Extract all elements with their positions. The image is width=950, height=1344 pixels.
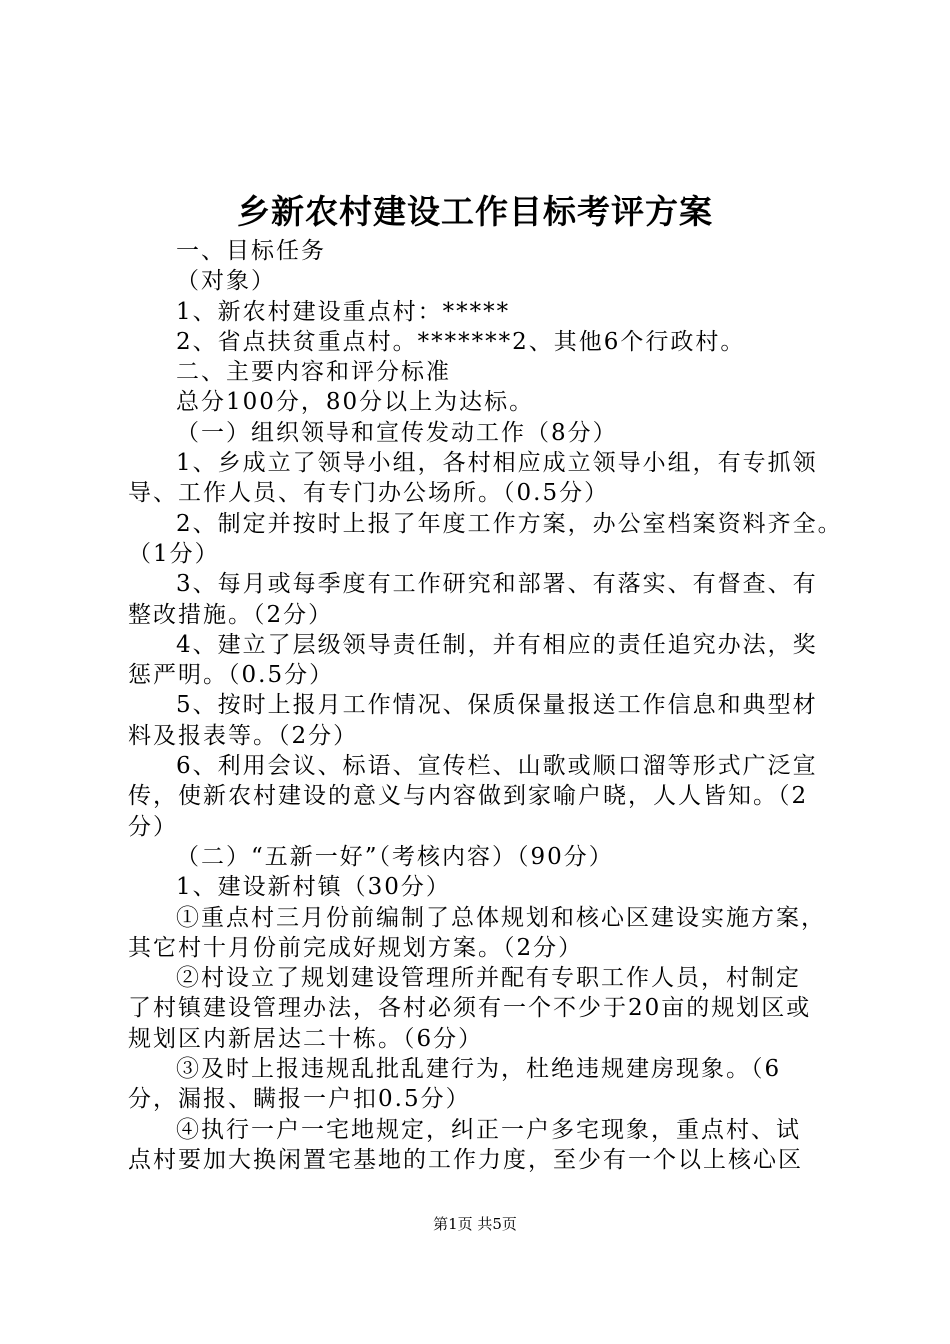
body-line: 了村镇建设管理办法，各村必须有一个不少于20亩的规划区或 <box>128 995 812 1022</box>
body-line: ②村设立了规划建设管理所并配有专职工作人员，村制定 <box>176 965 801 992</box>
body-line: 2、省点扶贫重点村。*******2、其他6个行政村。 <box>176 328 746 355</box>
body-line: 规划区内新居达二十栋。（6分） <box>128 1025 484 1052</box>
body-line: 4、建立了层级领导责任制，并有相应的责任追究办法，奖 <box>176 631 818 658</box>
body-line: ④执行一户一宅地规定，纠正一户多宅现象，重点村、试 <box>176 1116 801 1143</box>
body-line: 分） <box>128 813 178 840</box>
body-line: （1分） <box>128 540 220 567</box>
body-line: 料及报表等。（2分） <box>128 722 359 749</box>
body-line: 6、利用会议、标语、宣传栏、山歌或顺口溜等形式广泛宣 <box>176 753 818 780</box>
body-line: （对象） <box>176 268 276 295</box>
body-line: 5、按时上报月工作情况、保质保量报送工作信息和典型材 <box>176 692 818 719</box>
body-line: 1、乡成立了领导小组，各村相应成立领导小组，有专抓领 <box>176 450 818 477</box>
body-line: 3、每月或每季度有工作研究和部署、有落实、有督查、有 <box>176 571 818 598</box>
body-line: 点村要加大换闲置宅基地的工作力度，至少有一个以上核心区 <box>128 1146 803 1173</box>
body-line: 整改措施。（2分） <box>128 601 334 628</box>
body-line: 其它村十月份前完成好规划方案。（2分） <box>128 934 584 961</box>
body-line: 一、目标任务 <box>176 238 326 264</box>
document-body <box>128 236 843 1175</box>
body-line: ①重点村三月份前编制了总体规划和核心区建设实施方案， <box>176 904 826 931</box>
body-line: 传，使新农村建设的意义与内容做到家喻户晓，人人皆知。（2 <box>128 783 809 810</box>
body-line: （一）组织领导和宣传发动工作（8分） <box>176 419 618 446</box>
body-line: 1、建设新村镇（30分） <box>176 874 451 901</box>
body-line: 总分100分，80分以上为达标。 <box>176 389 535 416</box>
document-title: 乡新农村建设工作目标考评方案 <box>237 192 713 231</box>
body-line: 二、主要内容和评分标准 <box>176 359 451 386</box>
body-line: 分，漏报、瞒报一户扣0.5分） <box>128 1086 471 1113</box>
body-line: 导、工作人员、有专门办公场所。（0.5分） <box>128 480 610 507</box>
body-line: ③及时上报违规乱批乱建行为，杜绝违规建房现象。（6 <box>176 1056 782 1083</box>
body-line: 2、制定并按时上报了年度工作方案，办公室档案资料齐全。 <box>176 510 843 537</box>
body-line: 惩严明。（0.5分） <box>128 662 335 689</box>
body-line: 1、新农村建设重点村：***** <box>176 298 511 325</box>
body-line: （二）“五新一好”（考核内容）（90分） <box>176 843 614 870</box>
page-footer: 第1页 共5页 <box>433 1215 517 1233</box>
